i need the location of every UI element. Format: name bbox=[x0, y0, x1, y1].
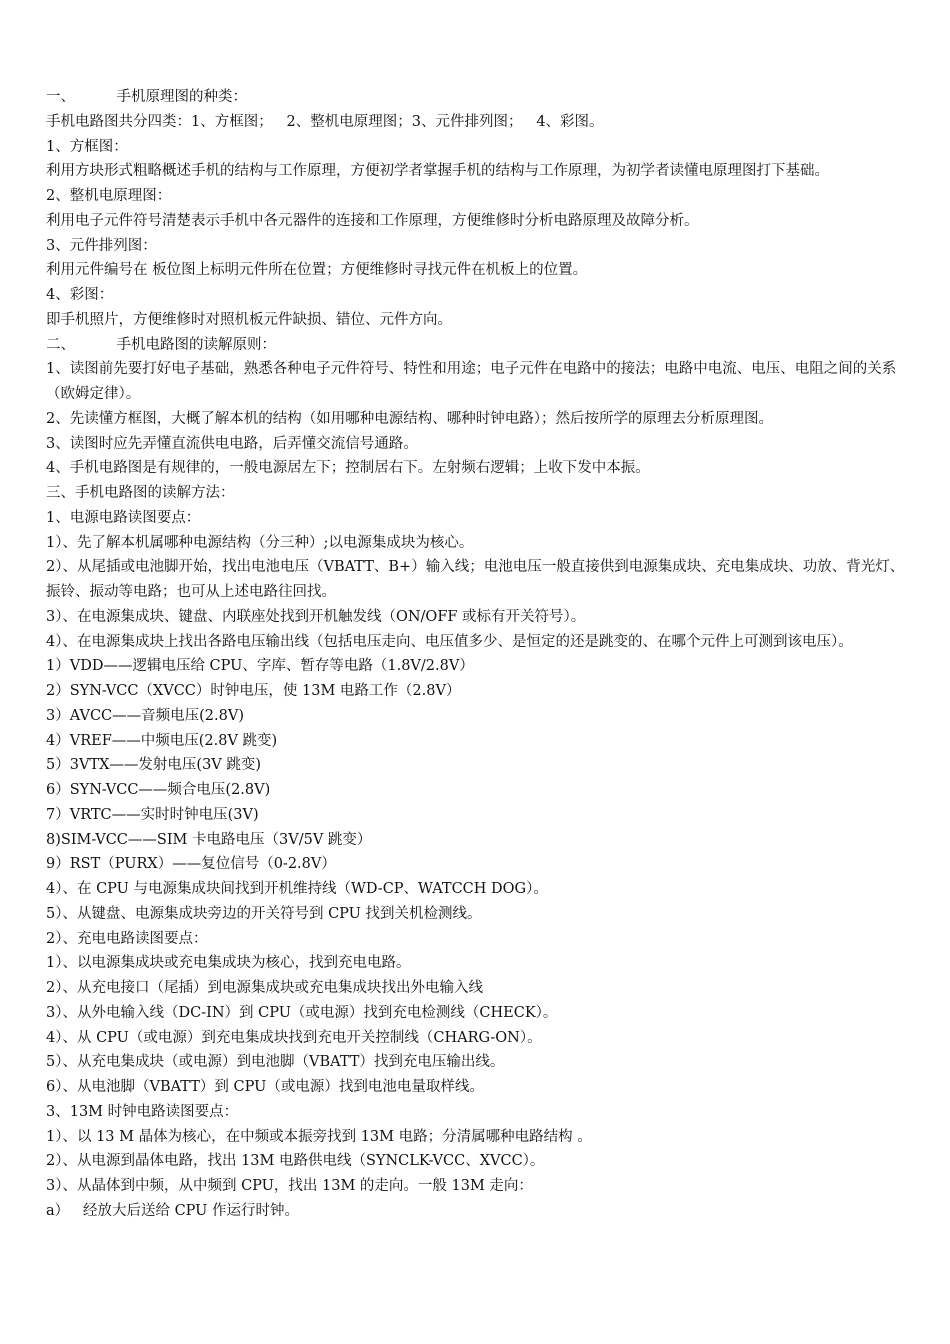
paragraph: 利用电子元件符号清楚表示手机中各元器件的连接和工作原理，方便维修时分析电路原理及故障分析。 bbox=[46, 212, 699, 229]
subheading: 1、方框图： bbox=[46, 138, 128, 155]
list-item: 3）、从晶体到中频，从中频到 CPU，找出 13M 的走向。一般 13M 走向： bbox=[46, 1178, 533, 1194]
paragraph: 1、读图前先要打好电子基础，熟悉各种电子元件符号、特性和用途；电子元件在电路中的接法；电路中电流、电压、电阻之间的关系（欧姆定律）。 bbox=[46, 361, 897, 402]
paragraph: 2、先读懂方框图，大概了解本机的结构（如用哪种电源结构、哪种时钟电路）；然后按所学的原理去分析原理图。 bbox=[46, 410, 773, 427]
list-item: 2）、从充电接口（尾插）到电源集成块或充电集成块找出外电输入线 bbox=[46, 980, 483, 996]
list-item: 3）AVCC——音频电压(2.8V) bbox=[46, 707, 244, 724]
paragraph: 利用方块形式粗略概述手机的结构与工作原理，方便初学者掌握手机的结构与工作原理，为初学者读懂电原理图打下基础。 bbox=[46, 163, 829, 180]
list-item: 5）3VTX——发射电压(3V 跳变) bbox=[46, 757, 262, 774]
paragraph: 即手机照片，方便维修时对照机板元件缺损、错位、元件方向。 bbox=[46, 311, 452, 328]
list-item: 3）、在电源集成块、键盘、内联座处找到开机触发线（ON/OFF 或标有开关符号）。 bbox=[46, 608, 586, 625]
list-item: 2）、从尾插或电池脚开始，找出电池电压（VBATT、B+）输入线；电池电压一般直接供到电源集成块、充电集成块、功放、背光灯、振铃、振动等电路；也可从上述电路往回找。 bbox=[46, 559, 905, 600]
list-item: 1）、以电源集成块或充电集成块为核心，找到充电电路。 bbox=[46, 955, 411, 972]
paragraph: 3、读图时应先弄懂直流供电电路，后弄懂交流信号通路。 bbox=[46, 435, 418, 452]
list-item: 8)SIM-VCC——SIM 卡电路电压（3V/5V 跳变） bbox=[46, 831, 372, 848]
list-item: 1）VDD——逻辑电压给 CPU、字库、暂存等电路（1.8V/2.8V） bbox=[46, 658, 474, 675]
list-item: 4）、在电源集成块上找出各路电压输出线（包括电压走向、电压值多少、是恒定的还是跳变的、在哪个元件上可测到该电压）。 bbox=[46, 633, 853, 650]
paragraph: 利用元件编号在 板位图上标明元件所在位置；方便维修时寻找元件在机板上的位置。 bbox=[46, 262, 588, 279]
list-item: a） 经放大后送给 CPU 作运行时钟。 bbox=[46, 1202, 300, 1219]
list-item: 4）、在 CPU 与电源集成块间找到开机维持线（WD-CP、WATCCH DOG）。 bbox=[46, 881, 548, 897]
subheading: 3、元件排列图： bbox=[46, 237, 157, 254]
list-item: 1）、以 13 M 晶体为核心，在中频或本振旁找到 13M 电路；分清属哪种电路结构 。 bbox=[46, 1128, 592, 1145]
list-item: 3）、从外电输入线（DC-IN）到 CPU（或电源）找到充电检测线（CHECK）。 bbox=[46, 1004, 558, 1021]
list-item: 4）、从 CPU（或电源）到充电集成块找到充电开关控制线（CHARG-ON）。 bbox=[46, 1029, 542, 1046]
subheading: 1、电源电路读图要点： bbox=[46, 509, 201, 526]
section-heading-1: 一、 手机原理图的种类： bbox=[46, 89, 247, 105]
list-item: 5）、从键盘、电源集成块旁边的开关符号到 CPU 找到关机检测线。 bbox=[46, 905, 482, 922]
paragraph: 4、手机电路图是有规律的，一般电源居左下；控制居右下。左射频右逻辑；上收下发中本振。 bbox=[46, 460, 650, 477]
subheading: 4、彩图： bbox=[46, 287, 114, 303]
list-item: 6）SYN-VCC——频合电压(2.8V) bbox=[46, 782, 271, 798]
list-item: 5）、从充电集成块（或电源）到电池脚（VBATT）找到充电压输出线。 bbox=[46, 1054, 505, 1071]
subheading: 2）、充电电路读图要点： bbox=[46, 930, 208, 947]
subheading: 3、13M 时钟电路读图要点： bbox=[46, 1103, 239, 1120]
subheading: 2、整机电原理图： bbox=[46, 188, 172, 204]
paragraph: 手机电路图共分四类：1、方框图； 2、整机电原理图；3、元件排列图； 4、彩图。 bbox=[46, 113, 604, 130]
list-item: 2）SYN-VCC（XVCC）时钟电压，使 13M 电路工作（2.8V） bbox=[46, 683, 461, 699]
document-body bbox=[46, 85, 908, 1224]
section-heading-3: 三、手机电路图的读解方法： bbox=[46, 485, 235, 501]
list-item: 4）VREF——中频电压(2.8V 跳变) bbox=[46, 732, 278, 749]
list-item: 7）VRTC——实时时钟电压(3V) bbox=[46, 806, 259, 823]
list-item: 2）、从电源到晶体电路，找出 13M 电路供电线（SYNCLK-VCC、XVCC）。 bbox=[46, 1153, 545, 1170]
section-heading-2: 二、 手机电路图的读解原则： bbox=[46, 336, 276, 353]
list-item: 6）、从电池脚（VBATT）到 CPU（或电源）找到电池电量取样线。 bbox=[46, 1079, 484, 1095]
list-item: 1）、先了解本机属哪种电源结构（分三种）;以电源集成块为核心。 bbox=[46, 534, 474, 551]
list-item: 9）RST（PURX）——复位信号（0-2.8V） bbox=[46, 856, 336, 873]
